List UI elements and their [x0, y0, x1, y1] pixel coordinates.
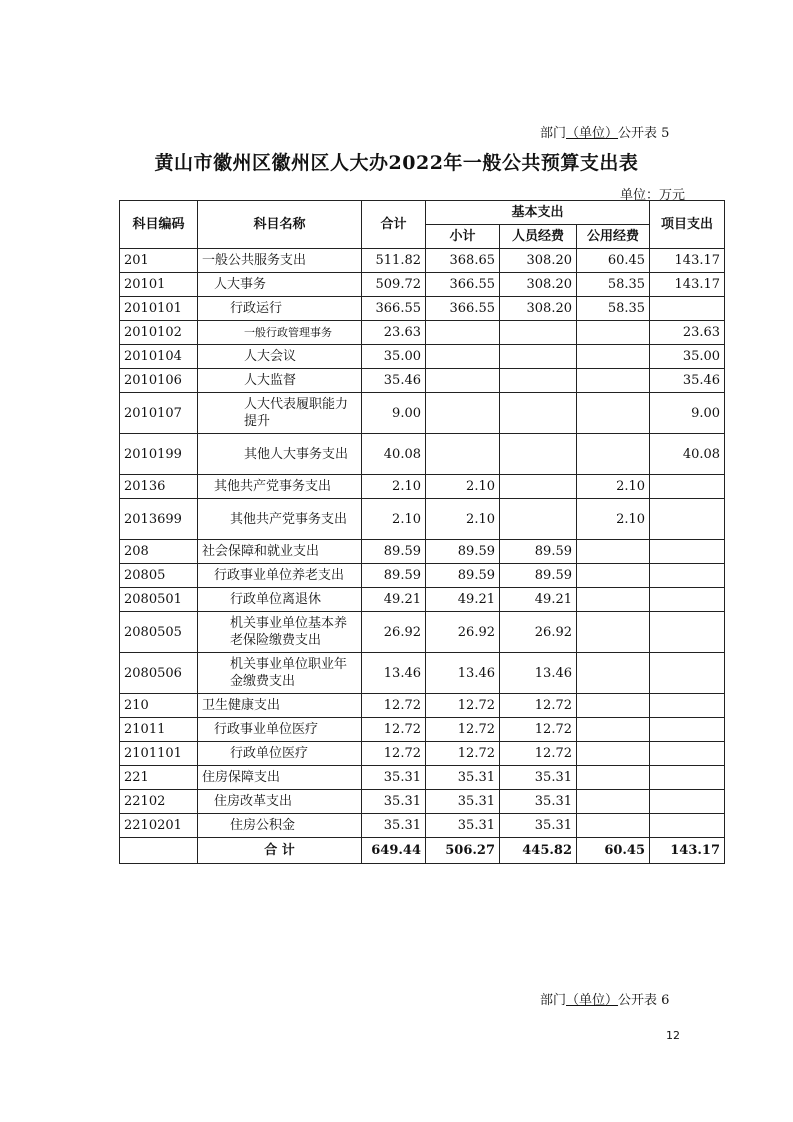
table-row — [120, 321, 725, 345]
row-name-text: 社会保障和就业支出 — [202, 544, 320, 559]
row-name — [198, 393, 362, 434]
table-row — [120, 273, 725, 297]
row-public — [577, 434, 650, 475]
row-code: 22102 — [120, 790, 198, 814]
unit-label: 单位：万元 — [620, 188, 686, 203]
header-public: 公用经费 — [577, 225, 650, 249]
row-subtotal: 368.65 — [426, 249, 500, 273]
row-code: 2010107 — [120, 393, 198, 434]
table-row — [120, 742, 725, 766]
row-public: 2.10 — [577, 475, 650, 499]
row-project — [650, 612, 725, 653]
row-code: 2080506 — [120, 653, 198, 694]
row-name — [198, 321, 362, 345]
row-project — [650, 564, 725, 588]
row-personnel: 89.59 — [500, 540, 577, 564]
row-name — [198, 273, 362, 297]
row-code: 2101101 — [120, 742, 198, 766]
row-total: 2.10 — [362, 499, 426, 540]
row-name — [198, 475, 362, 499]
row-personnel: 12.72 — [500, 742, 577, 766]
row-name — [198, 297, 362, 321]
row-public: 60.45 — [577, 249, 650, 273]
row-name — [198, 766, 362, 790]
row-code: 2013699 — [120, 499, 198, 540]
row-personnel — [500, 475, 577, 499]
header-name: 科目名称 — [198, 201, 362, 249]
row-public — [577, 766, 650, 790]
form-number-top — [540, 122, 669, 141]
row-code: 2080501 — [120, 588, 198, 612]
row-subtotal — [426, 434, 500, 475]
table-row — [120, 653, 725, 694]
row-name-text: 住房公积金 — [230, 818, 296, 833]
total-subtotal: 506.27 — [426, 838, 500, 864]
row-code: 208 — [120, 540, 198, 564]
row-personnel: 13.46 — [500, 653, 577, 694]
row-project — [650, 499, 725, 540]
row-total: 12.72 — [362, 694, 426, 718]
row-total: 35.31 — [362, 814, 426, 838]
total-public: 60.45 — [577, 838, 650, 864]
row-public — [577, 540, 650, 564]
row-name — [198, 564, 362, 588]
total-row — [120, 838, 725, 864]
page-number: 12 — [666, 1029, 680, 1042]
row-subtotal: 366.55 — [426, 273, 500, 297]
row-public — [577, 718, 650, 742]
row-total: 23.63 — [362, 321, 426, 345]
row-name — [198, 540, 362, 564]
row-subtotal: 89.59 — [426, 564, 500, 588]
row-subtotal: 26.92 — [426, 612, 500, 653]
row-public — [577, 369, 650, 393]
row-name-text: 行政运行 — [230, 301, 283, 316]
row-name-text: 其他共产党事务支出 — [214, 479, 332, 494]
row-personnel: 308.20 — [500, 273, 577, 297]
row-name-text: 人大监督 — [244, 373, 297, 388]
row-name-text: 卫生健康支出 — [202, 698, 281, 713]
row-public — [577, 564, 650, 588]
row-subtotal — [426, 345, 500, 369]
table-row — [120, 499, 725, 540]
row-personnel: 35.31 — [500, 790, 577, 814]
row-name-text: 机关事业单位职业年金缴费支出 — [230, 657, 348, 689]
row-code: 2210201 — [120, 814, 198, 838]
table-row — [120, 475, 725, 499]
row-total: 89.59 — [362, 540, 426, 564]
row-personnel — [500, 393, 577, 434]
form-number-unit: （单位） — [566, 126, 619, 141]
header-total: 合计 — [362, 201, 426, 249]
row-public: 58.35 — [577, 273, 650, 297]
row-public — [577, 653, 650, 694]
row-name — [198, 653, 362, 694]
row-project — [650, 540, 725, 564]
total-project: 143.17 — [650, 838, 725, 864]
table-row — [120, 369, 725, 393]
table-row — [120, 718, 725, 742]
row-personnel — [500, 499, 577, 540]
row-public — [577, 814, 650, 838]
row-name-text: 其他共产党事务支出 — [230, 511, 348, 527]
document-title: 黄山市徽州区徽州区人大办2022年一般公共预算支出表 — [154, 152, 639, 174]
row-subtotal: 13.46 — [426, 653, 500, 694]
row-name-text: 一般公共服务支出 — [202, 253, 307, 268]
row-total: 12.72 — [362, 718, 426, 742]
form-number-bottom — [540, 989, 669, 1008]
row-public — [577, 321, 650, 345]
row-subtotal: 12.72 — [426, 718, 500, 742]
row-total: 26.92 — [362, 612, 426, 653]
row-code: 201 — [120, 249, 198, 273]
row-public — [577, 588, 650, 612]
row-subtotal: 2.10 — [426, 499, 500, 540]
form-number-unit: （单位） — [566, 993, 619, 1008]
row-code: 2010102 — [120, 321, 198, 345]
row-project: 35.00 — [650, 345, 725, 369]
row-subtotal: 49.21 — [426, 588, 500, 612]
row-name — [198, 434, 362, 475]
row-personnel: 12.72 — [500, 718, 577, 742]
row-total: 35.31 — [362, 766, 426, 790]
header-personnel: 人员经费 — [500, 225, 577, 249]
row-total: 35.31 — [362, 790, 426, 814]
budget-table — [119, 200, 725, 864]
form-number-prefix: 部门 — [540, 993, 567, 1008]
row-total: 509.72 — [362, 273, 426, 297]
row-personnel — [500, 321, 577, 345]
table-row — [120, 393, 725, 434]
row-personnel: 26.92 — [500, 612, 577, 653]
row-personnel — [500, 345, 577, 369]
row-project — [650, 694, 725, 718]
row-code: 221 — [120, 766, 198, 790]
form-number-prefix: 部门 — [540, 126, 567, 141]
row-project — [650, 766, 725, 790]
row-subtotal: 2.10 — [426, 475, 500, 499]
table-row — [120, 588, 725, 612]
row-name — [198, 814, 362, 838]
table-row — [120, 540, 725, 564]
row-name — [198, 345, 362, 369]
row-project: 9.00 — [650, 393, 725, 434]
row-project — [650, 790, 725, 814]
row-name-text: 行政事业单位养老支出 — [214, 568, 345, 583]
row-name — [198, 249, 362, 273]
row-name-text: 行政单位医疗 — [230, 746, 309, 761]
row-code: 21011 — [120, 718, 198, 742]
row-code: 20101 — [120, 273, 198, 297]
table-row — [120, 434, 725, 475]
row-public — [577, 742, 650, 766]
row-subtotal: 35.31 — [426, 766, 500, 790]
row-subtotal: 35.31 — [426, 814, 500, 838]
row-code: 2010106 — [120, 369, 198, 393]
row-subtotal: 12.72 — [426, 742, 500, 766]
row-name-text: 一般行政管理事务 — [244, 326, 332, 339]
row-personnel: 308.20 — [500, 249, 577, 273]
table-row — [120, 766, 725, 790]
row-code: 2010101 — [120, 297, 198, 321]
total-label: 合 计 — [198, 838, 362, 864]
row-name — [198, 499, 362, 540]
row-public — [577, 345, 650, 369]
row-name-text: 人大事务 — [214, 277, 267, 292]
row-public: 58.35 — [577, 297, 650, 321]
row-public: 2.10 — [577, 499, 650, 540]
row-project: 143.17 — [650, 249, 725, 273]
row-code: 20136 — [120, 475, 198, 499]
table-row — [120, 612, 725, 653]
row-name-text: 人大代表履职能力提升 — [244, 397, 349, 429]
header-code: 科目编码 — [120, 201, 198, 249]
row-name-text: 行政单位离退休 — [230, 592, 322, 607]
row-code: 20805 — [120, 564, 198, 588]
row-personnel: 49.21 — [500, 588, 577, 612]
row-personnel: 89.59 — [500, 564, 577, 588]
row-personnel: 12.72 — [500, 694, 577, 718]
table-row — [120, 297, 725, 321]
row-total: 89.59 — [362, 564, 426, 588]
row-name — [198, 694, 362, 718]
row-project — [650, 718, 725, 742]
row-public — [577, 393, 650, 434]
row-code: 210 — [120, 694, 198, 718]
form-number-suffix: 公开表 5 — [618, 126, 670, 141]
table-row — [120, 249, 725, 273]
row-total: 49.21 — [362, 588, 426, 612]
row-project — [650, 742, 725, 766]
total-code — [120, 838, 198, 864]
row-name — [198, 612, 362, 653]
table-row — [120, 694, 725, 718]
row-project — [650, 588, 725, 612]
row-total: 35.00 — [362, 345, 426, 369]
row-total: 2.10 — [362, 475, 426, 499]
row-project — [650, 653, 725, 694]
row-total: 12.72 — [362, 742, 426, 766]
row-total: 9.00 — [362, 393, 426, 434]
row-project — [650, 297, 725, 321]
row-name-text: 住房改革支出 — [214, 794, 293, 809]
row-name-text: 人大会议 — [244, 349, 297, 364]
row-total: 366.55 — [362, 297, 426, 321]
row-code: 2010199 — [120, 434, 198, 475]
form-number-suffix: 公开表 6 — [618, 993, 670, 1008]
table-row — [120, 790, 725, 814]
row-name — [198, 790, 362, 814]
row-subtotal — [426, 369, 500, 393]
row-subtotal: 35.31 — [426, 790, 500, 814]
total-personnel: 445.82 — [500, 838, 577, 864]
row-public — [577, 694, 650, 718]
row-name-text: 行政事业单位医疗 — [214, 722, 319, 737]
row-project — [650, 814, 725, 838]
row-total: 13.46 — [362, 653, 426, 694]
row-public — [577, 612, 650, 653]
table-row — [120, 814, 725, 838]
row-project — [650, 475, 725, 499]
row-public — [577, 790, 650, 814]
table-row — [120, 564, 725, 588]
row-personnel: 308.20 — [500, 297, 577, 321]
row-name-text: 机关事业单位基本养老保险缴费支出 — [230, 616, 348, 648]
row-name — [198, 742, 362, 766]
row-name — [198, 588, 362, 612]
row-name — [198, 718, 362, 742]
row-personnel — [500, 369, 577, 393]
row-subtotal — [426, 393, 500, 434]
row-personnel — [500, 434, 577, 475]
header-basic: 基本支出 — [426, 201, 650, 225]
row-name-text: 其他人大事务支出 — [244, 446, 349, 462]
table-row — [120, 345, 725, 369]
row-subtotal: 12.72 — [426, 694, 500, 718]
row-name-text: 住房保障支出 — [202, 770, 281, 785]
header-project: 项目支出 — [650, 201, 725, 249]
row-name — [198, 369, 362, 393]
row-total: 35.46 — [362, 369, 426, 393]
header-subtotal: 小计 — [426, 225, 500, 249]
row-subtotal: 366.55 — [426, 297, 500, 321]
row-personnel: 35.31 — [500, 766, 577, 790]
row-total: 511.82 — [362, 249, 426, 273]
row-code: 2010104 — [120, 345, 198, 369]
row-project: 143.17 — [650, 273, 725, 297]
row-personnel: 35.31 — [500, 814, 577, 838]
row-total: 40.08 — [362, 434, 426, 475]
row-subtotal: 89.59 — [426, 540, 500, 564]
row-code: 2080505 — [120, 612, 198, 653]
row-project: 23.63 — [650, 321, 725, 345]
row-project: 40.08 — [650, 434, 725, 475]
total-total: 649.44 — [362, 838, 426, 864]
row-project: 35.46 — [650, 369, 725, 393]
row-subtotal — [426, 321, 500, 345]
